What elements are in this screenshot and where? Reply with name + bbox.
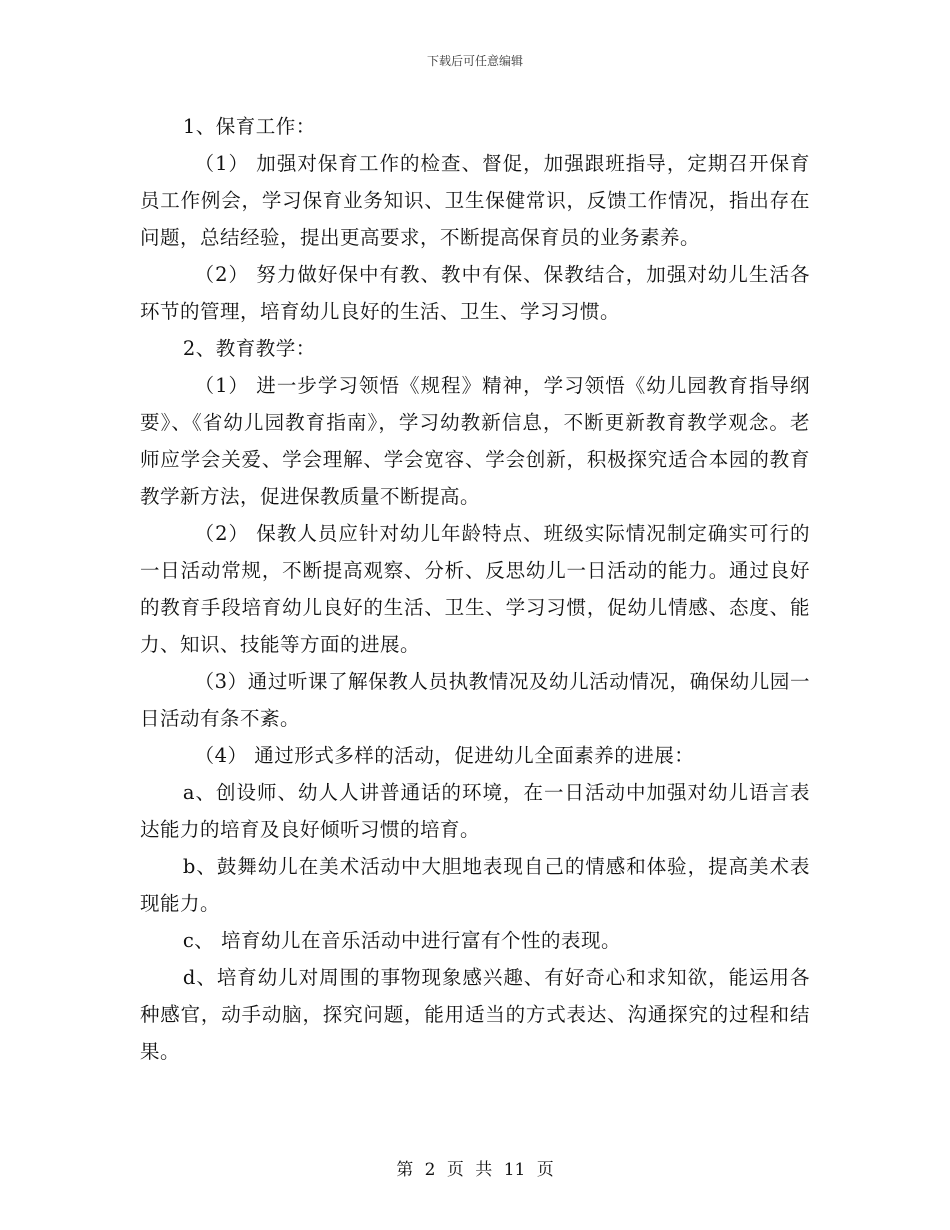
section-heading-education: 2、教育教学：	[182, 337, 316, 360]
paragraph: （3）通过听课了解保教人员执教情况及幼儿活动情况，确保幼儿园一日活动有条不紊。	[140, 670, 810, 730]
page-header-note: 下载后可任意编辑	[426, 54, 523, 68]
page-number: 第 2 页 共 11 页	[396, 1160, 554, 1180]
document-body	[140, 108, 810, 1070]
paragraph: （4） 通过形式多样的活动，促进幼儿全面素养的进展：	[194, 744, 695, 767]
paragraph: （2） 保教人员应针对幼儿年龄特点、班级实际情况制定确实可行的一日活动常规，不断提高观察、分析、反思幼儿一日活动的能力。通过良好的教育手段培育幼儿良好的生活、卫生、学习习惯，促幼儿情感、态度、能力、知识、技能等方面的进展。	[140, 522, 810, 656]
list-item: d、培育幼儿对周围的事物现象感兴趣、有好奇心和求知欲，能运用各种感官，动手动脑，探究问题，能用适当的方式表达、沟通探究的过程和结果。	[140, 966, 810, 1063]
list-item: a、创设师、幼人人讲普通话的环境，在一日活动中加强对幼儿语言表达能力的培育及良好倾听习惯的培育。	[140, 781, 810, 841]
section-heading-childcare: 1、保育工作：	[182, 115, 316, 138]
list-item: b、鼓舞幼儿在美术活动中大胆地表现自己的情感和体验，提高美术表现能力。	[140, 855, 810, 915]
paragraph: （1） 进一步学习领悟《规程》精神，学习领悟《幼儿园教育指导纲要》、《省幼儿园教育指南》，学习幼教新信息，不断更新教育教学观念。老师应学会关爱、学会理解、学会宽容、学会创新，积极探究适合本园的教育教学新方法，促进保教质量不断提高。	[140, 374, 810, 508]
list-item: c、 培育幼儿在音乐活动中进行富有个性的表现。	[182, 929, 622, 952]
paragraph: （2） 努力做好保中有教、教中有保、保教结合，加强对幼儿生活各环节的管理，培育幼儿良好的生活、卫生、学习习惯。	[140, 263, 810, 323]
paragraph: （1） 加强对保育工作的检查、督促，加强跟班指导，定期召开保育员工作例会，学习保育业务知识、卫生保健常识，反馈工作情况，指出存在问题，总结经验，提出更高要求，不断提高保育员的业务素养。	[140, 152, 810, 249]
